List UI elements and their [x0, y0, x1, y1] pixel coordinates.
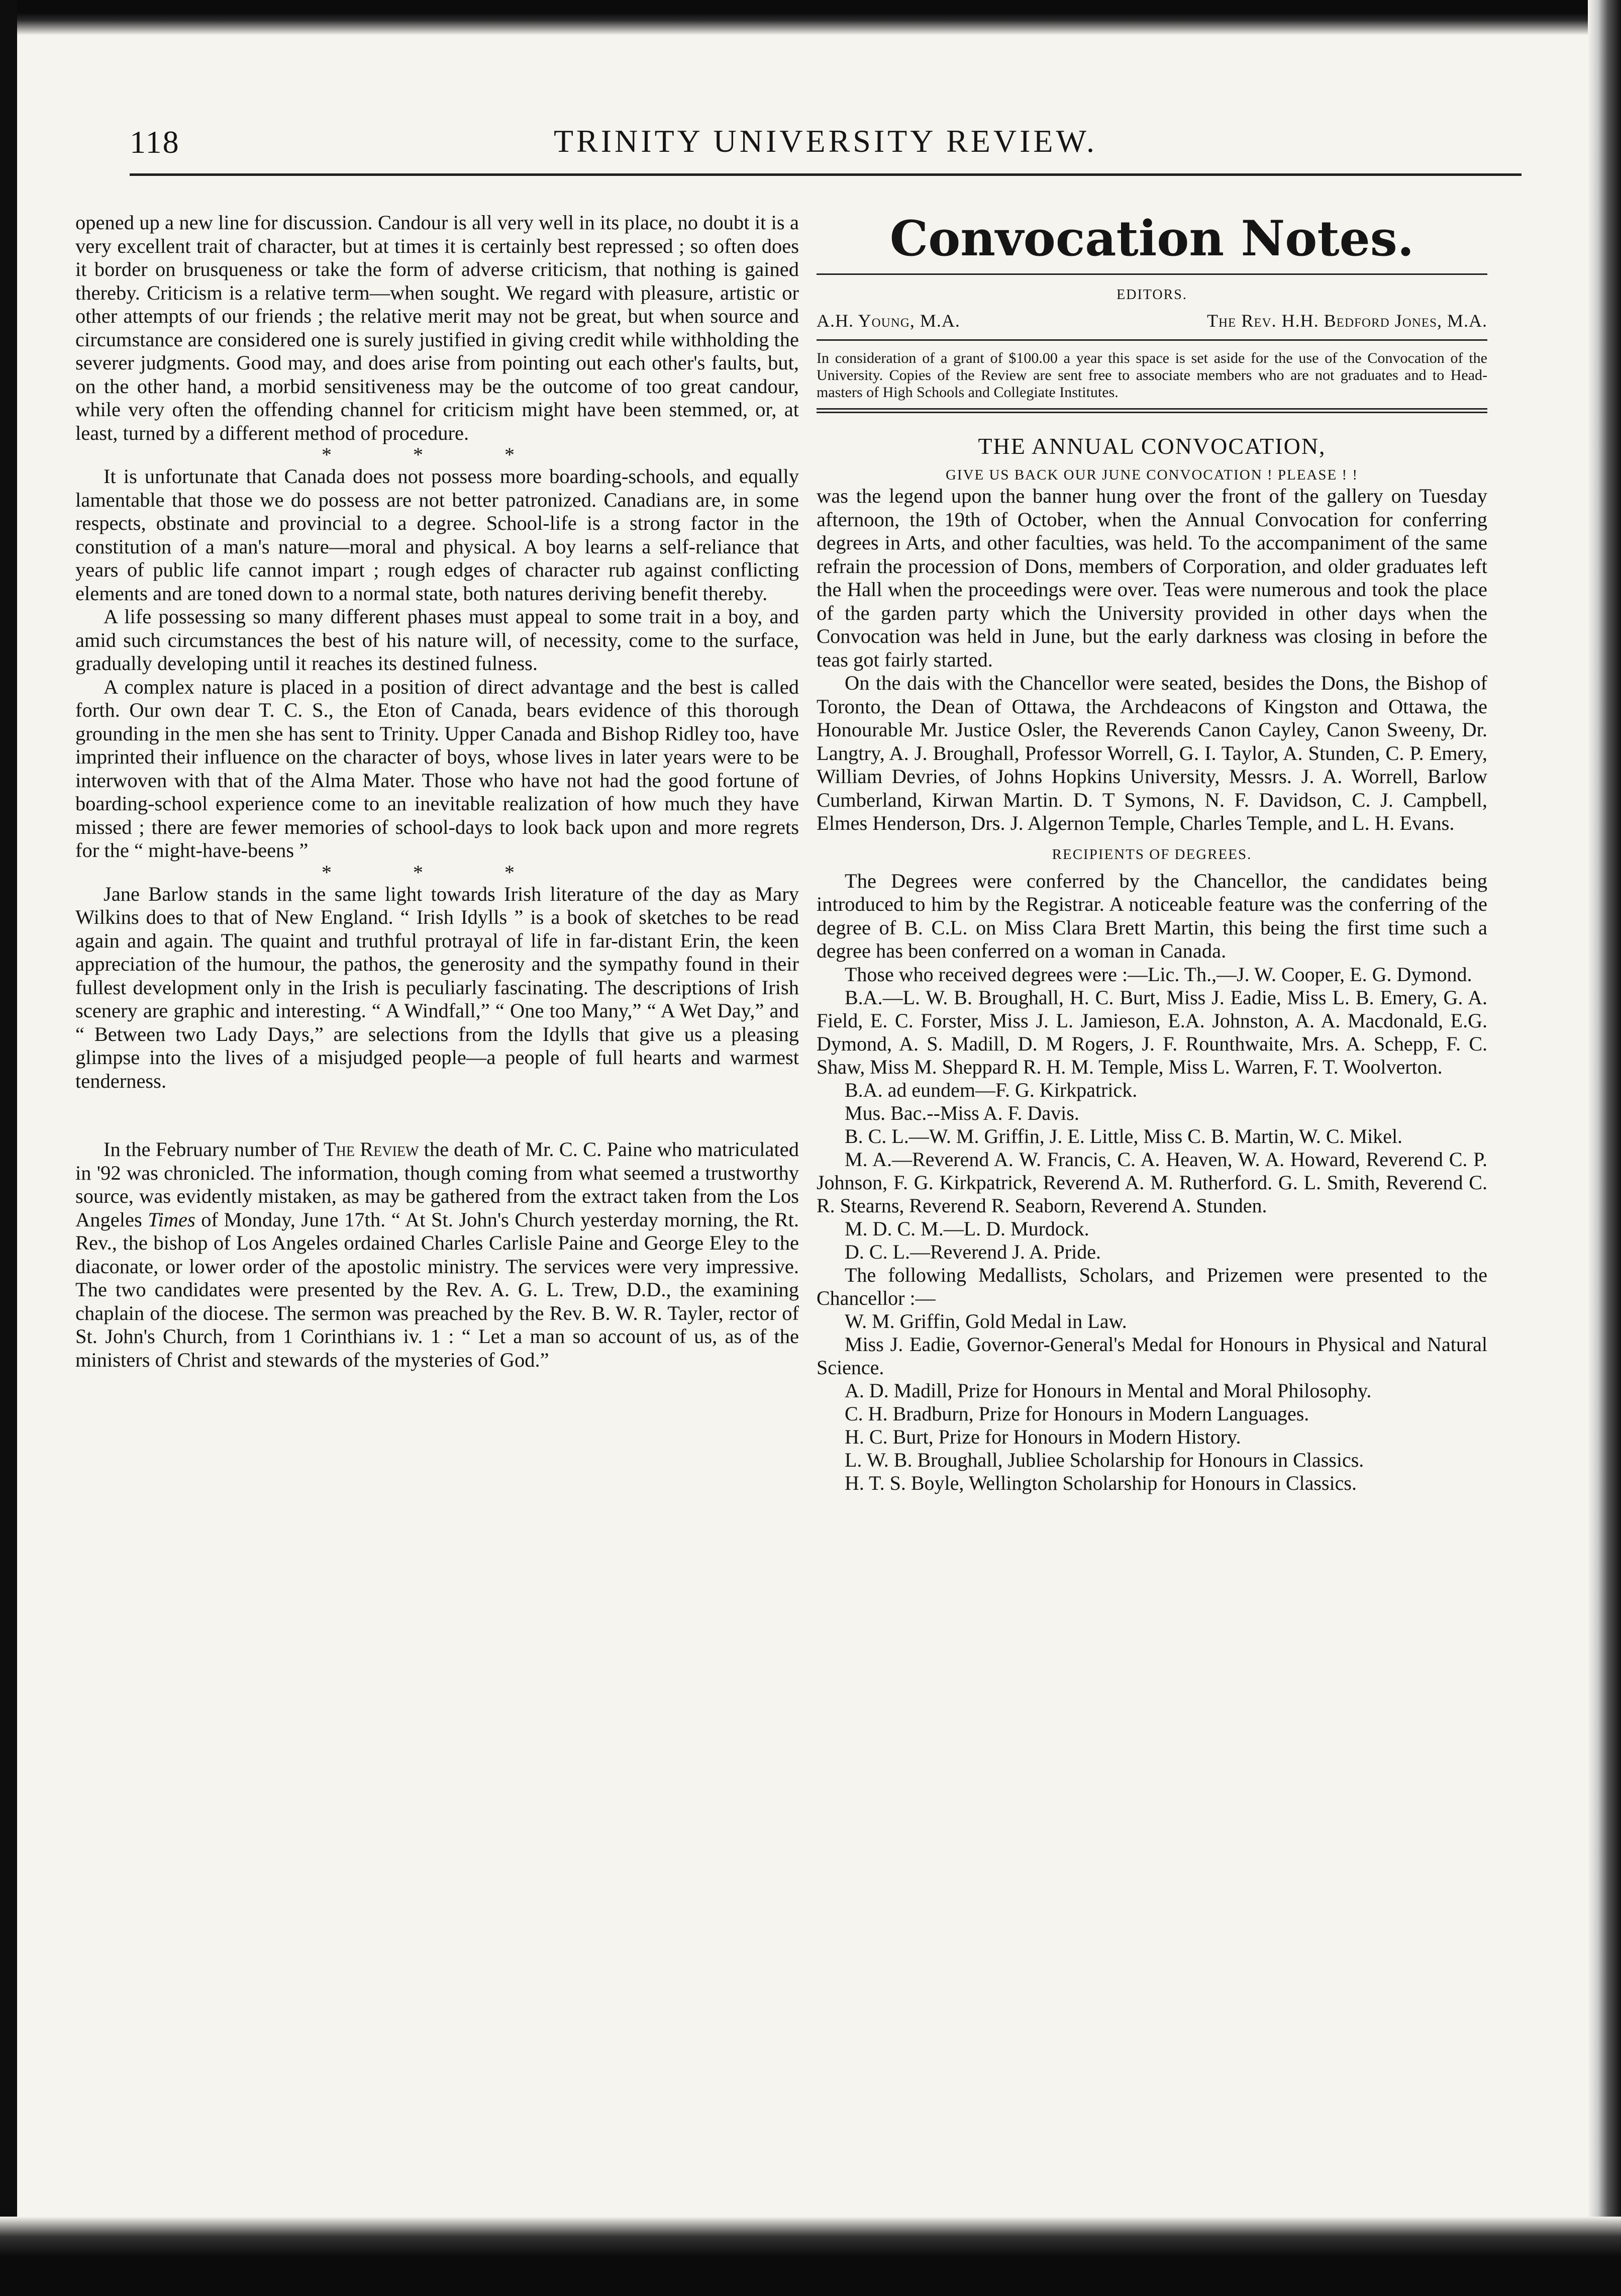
times-name: Times — [148, 1208, 195, 1231]
paragraph-jane-barlow: Jane Barlow stands in the same light towards Irish literature of the day as Mary Wilkins does to that of New England. “ Irish Idylls ” is a book of sketches to be read again and again. The quaint and truthful protrayal of life in far-distant Erin, the keen appreciation of the humour, the pathos, the generosity and the sympathy found in their fullest development only in the Irish is peculiarly fascinating. The descriptions of Irish scenery are graphic and interesting. “ A Windfall,” “ One too Many,” “ A Wet Day,” and “ Between two Lady Days,” are selections from the Idylls that give us a pleasing glimpse into the lives of a misjudged people—a people of full hearts and warmest tenderness. — [75, 882, 799, 1092]
scan-edge-left — [0, 0, 17, 2296]
paragraph-boarding-schools: It is unfortunate that Canada does not possess more boarding-schools, and equally lamentable that those we do possess are not better patronized. Canadians are, in some respects, obstinate and provincial to a degree. School-life is a strong factor in the constitution of a man's nature—moral and physical. A boy learns a self-reliance that years of public life cannot impart ; rough edges of character rub against conflicting elements and are toned down to a normal state, both natures deriving benefit thereby. — [75, 465, 799, 605]
convocation-notice: In consideration of a grant of $100.00 a year this space is set aside for the use of the Convocation of the University. Copies of the Review are sent free to associate members who are not graduates and to Head-masters of High Schools and Collegiate Institutes. — [817, 350, 1487, 401]
paragraph-paine-correction — [75, 1138, 799, 1372]
article-title: THE ANNUAL CONVOCATION, — [978, 433, 1326, 459]
prize-madill: A. D. Madill, Prize for Honours in Mental and Moral Philosophy. — [845, 1379, 1372, 1402]
prizes-intro: The following Medallists, Scholars, and Prizemen were presented to the Chancellor :— — [817, 1263, 1487, 1309]
notice-double-rule — [817, 408, 1487, 413]
review-name: The Review — [323, 1138, 419, 1161]
header-rule — [130, 173, 1522, 176]
paragraph-life-phases: A life possessing so many different phases must appeal to some trait in a boy, and amid such circumstances the best of his nature will, of necessity, come to the surface, gradually developing until it reaches its destined fulness. — [75, 605, 799, 675]
editor-young: A.H. Young, M.A. — [817, 311, 960, 331]
journal-title: TRINITY UNIVERSITY REVIEW. — [553, 123, 1098, 159]
degree-list-mus-bac: Mus. Bac.--Miss A. F. Davis. — [845, 1101, 1079, 1124]
degree-list-mdcm: M. D. C. M.—L. D. Murdock. — [845, 1217, 1089, 1240]
degree-list-bcl: B. C. L.—W. M. Griffin, J. E. Little, Miss C. B. Martin, W. C. Mikel. — [845, 1124, 1403, 1147]
paragraph-candour: opened up a new line for discussion. Candour is all very well in its place, no doubt it is a very excellent trait of character, but at times it is certainly best repressed ; so often does it border on brusqueness or take the form of adverse criticism, that nothing is gained thereby. Criticism is a relative term—when sought. We regard with pleasure, artistic or other attempts of our friends ; the relative merit may not be great, but when source and circumstance are considered one is surely justified in giving credit while withholding the severer judgments. Good may, and does arise from pointing out each other's faults, but, on the other hand, a morbid sensitiveness may be the outcome of too great candour, while very often the offending channel for criticism might have been stemmed, or, at least, turned by a different method of procedure. — [75, 211, 799, 444]
section-divider-stars: * * * — [322, 860, 553, 884]
paine-text-c: of Monday, June 17th. “ At St. John's Church yesterday morning, the Rt. Rev., the bishop of Los Angeles ordained Charles Carlisle Paine and George Eley to the diaconate, or lower order of the apostolic ministry. The services were very impressive. The two candidates were presented by the Rev. A. G. L. Trew, D.D., the examining chaplain of the diocese. The sermon was preached by the Rev. B. W. R. Tayler, rector of St. John's Church, from 1 Corinthians iv. 1 : “ Let a man so account of us, as of the ministers of Christ and stewards of the mysteries of God.” — [75, 1208, 799, 1371]
degree-list-dcl: D. C. L.—Reverend J. A. Pride. — [845, 1240, 1101, 1263]
scan-edge-bottom — [0, 2217, 1621, 2296]
paine-text-b: the death of Mr. C. C. Paine who matriculated in '92 was chronicled. The information, though coming from what seemed a trustworthy source, was evidently mistaken, as may be gathered from the extract taken from the Los Angeles — [75, 1138, 799, 1231]
prize-burt: H. C. Burt, Prize for Honours in Modern History. — [845, 1425, 1241, 1448]
scan-edge-top — [0, 0, 1621, 35]
scan-edge-right — [1588, 0, 1621, 2296]
prize-boyle: H. T. S. Boyle, Wellington Scholarship for Honours in Classics. — [845, 1471, 1357, 1494]
degree-list-ma: M. A.—Reverend A. W. Francis, C. A. Heaven, W. A. Howard, Reverend C. P. Johnson, F. G. Kirkpatrick, Reverend A. M. Rutherford. G. L. Smith, Reverend C. R. Stearns, Reverend R. Seaborn, Reverend A. Stunden. — [817, 1147, 1487, 1217]
editor-bedford-jones: The Rev. H.H. Bedford Jones, M.A. — [1207, 311, 1487, 331]
section-title: Convocation Notes. — [889, 210, 1414, 267]
running-head — [130, 121, 1522, 166]
banner-text: GIVE US BACK OUR JUNE CONVOCATION ! PLEASE ! ! — [945, 467, 1359, 483]
title-rule — [817, 273, 1487, 275]
paragraph-degrees-conferred: The Degrees were conferred by the Chancellor, the candidates being introduced to him by the Registrar. A noticeable feature was the conferring of the degree of B. C.L. on Miss Clara Brett Martin, this being the first time such a degree has been conferred on a woman in Canada. — [817, 869, 1487, 962]
paragraph-complex-nature: A complex nature is placed in a position of direct advantage and the best is called forth. Our own dear T. C. S., the Eton of Canada, bears evidence of this thorough grounding in the men she has sent to Trinity. Upper Canada and Bishop Ridley too, have imprinted their influence on the character of boys, whose lives in later years were to be interwoven with that of the Alma Mater. Those who have not had the good fortune of boarding-school experience come to an inevitable realization of how much they have missed ; there are fewer memories of school-days to look back upon and more regrets for the “ might-have-beens ” — [75, 675, 799, 862]
section-divider-stars: * * * — [322, 443, 553, 466]
recipients-heading: RECIPIENTS OF DEGREES. — [1052, 846, 1252, 863]
prize-griffin: W. M. Griffin, Gold Medal in Law. — [845, 1309, 1127, 1332]
editors-label: EDITORS. — [1117, 287, 1187, 303]
editors-rule — [817, 339, 1487, 341]
degree-list-ba-ad-eundem: B.A. ad eundem—F. G. Kirkpatrick. — [845, 1078, 1138, 1101]
prize-broughall: L. W. B. Broughall, Jubliee Scholarship for Honours in Classics. — [845, 1448, 1364, 1471]
paragraph-banner-legend: was the legend upon the banner hung over the front of the gallery on Tuesday afternoon, the 19th of October, when the Annual Convocation for conferring degrees in Arts, and other faculties, was held. To the accompaniment of the same refrain the procession of Dons, members of Corporation, and older graduates left the Hall when the proceedings were over. Teas were numerous and took the place of the garden party which the University provided in other days when the Convocation was held in June, but the early darkness was closing in before the teas got fairly started. — [817, 485, 1487, 671]
left-column — [75, 211, 799, 1372]
degree-list-lic-th: Those who received degrees were :—Lic. Th.,—J. W. Cooper, E. G. Dymond. — [845, 963, 1472, 986]
editors-row — [817, 309, 1487, 332]
prize-bradburn: C. H. Bradburn, Prize for Honours in Modern Languages. — [845, 1402, 1309, 1425]
paragraph-dais-guests: On the dais with the Chancellor were seated, besides the Dons, the Bishop of Toronto, the Dean of Ottawa, the Archdeacons of Kingston and Ottawa, the Honourable Mr. Justice Osler, the Reverends Canon Cayley, Canon Sweeny, Dr. Langtry, A. J. Broughall, Professor Worrell, G. I. Taylor, A. Stunden, C. P. Emery, William Devries, of Johns Hopkins University, Messrs. J. A. Worrell, Barlow Cumberland, Kirwan Martin. D. T Symons, N. F. Davidson, C. J. Campbell, Elmes Henderson, Drs. J. Algernon Temple, Charles Temple, and L. H. Evans. — [817, 672, 1487, 834]
degree-list-ba: B.A.—L. W. B. Broughall, H. C. Burt, Miss J. Eadie, Miss L. B. Emery, G. A. Field, E. C. Forster, Miss J. L. Jamieson, E.A. Johnston, A. A. Macdonald, E.G. Dymond, A. S. Madill, D. M Rogers, J. F. Rounthwaite, Mrs. A. Schepp, F. C. Shaw, Miss M. Sheppard R. H. M. Temple, Miss L. Warren, F. T. Woolverton. — [817, 986, 1487, 1078]
page-number: 118 — [130, 124, 180, 160]
paine-text-a: In the February number of — [104, 1138, 324, 1161]
prize-eadie: Miss J. Eadie, Governor-General's Medal for Honours in Physical and Natural Science. — [817, 1332, 1487, 1379]
right-column — [817, 211, 1487, 1495]
